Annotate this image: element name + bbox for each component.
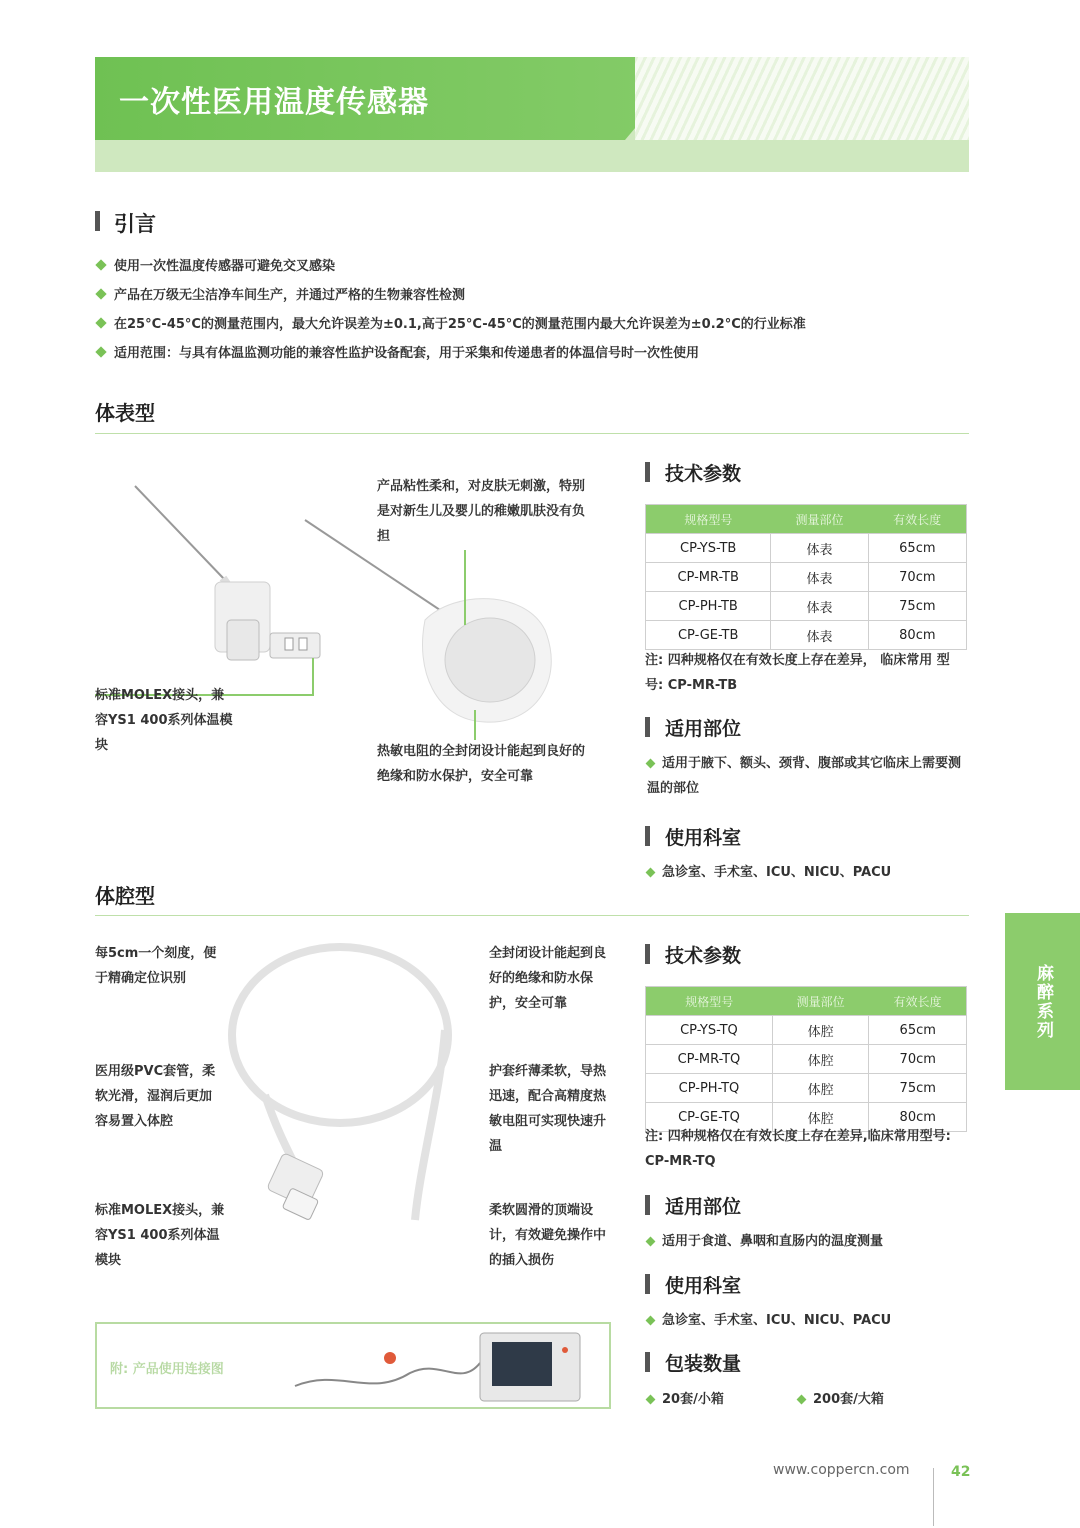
surface-callout-bottom: 热敏电阻的全封闭设计能起到良好的绝缘和防水保护，安全可靠 — [377, 744, 586, 784]
table-cell: 体腔 — [772, 1016, 869, 1045]
table-header-cell: 规格型号 — [646, 505, 771, 534]
table-header-cell: 有效长度 — [869, 987, 967, 1016]
cavity-spec-heading: 技术参数 — [665, 945, 742, 967]
table-cell: 体表 — [771, 592, 868, 621]
cavity-callout-l2: 医用级PVC套管，柔软光滑，湿润后更加容易置入体腔 — [95, 1064, 216, 1129]
footer-divider — [933, 1468, 934, 1526]
page-title: 一次性医用温度传感器 — [119, 85, 429, 120]
side-tab: 麻醉系列 — [1005, 913, 1080, 1090]
cavity-spec-table — [645, 986, 967, 1132]
table-cell: 体表 — [771, 534, 868, 563]
connection-diagram-label: 附: 产品使用连接图 — [110, 1362, 224, 1377]
cavity-site: 适用于食道、鼻咽和直肠内的温度测量 — [647, 1229, 883, 1254]
section-bar — [645, 1274, 650, 1294]
cavity-callout-r1: 全封闭设计能起到良好的绝缘和防水保护，安全可靠 — [489, 946, 607, 1011]
surface-heading: 体表型 — [95, 401, 155, 425]
table-row — [646, 534, 967, 563]
table-header-row — [646, 987, 967, 1016]
table-row — [646, 592, 967, 621]
cavity-pack-small: 20套/小箱 — [647, 1387, 724, 1412]
cavity-dept: 急诊室、手术室、ICU、NICU、PACU — [647, 1308, 891, 1333]
section-bar — [645, 462, 650, 482]
intro-heading: 引言 — [114, 212, 156, 236]
table-cell: CP-GE-TB — [646, 621, 771, 650]
cavity-pack-large: 200套/大箱 — [798, 1387, 884, 1412]
intro-bullet-2: 产品在万级无尘洁净车间生产，并通过严格的生物兼容性检测 — [97, 284, 465, 303]
table-cell: 75cm — [868, 592, 966, 621]
table-cell: 体腔 — [772, 1103, 869, 1132]
cavity-pack-heading: 包装数量 — [665, 1353, 742, 1375]
table-row — [646, 1045, 967, 1074]
cavity-callout-l3: 标准MOLEX接头，兼容YS1 400系列体温模块 — [95, 1203, 225, 1268]
table-cell: CP-PH-TQ — [646, 1074, 773, 1103]
table-cell: CP-MR-TQ — [646, 1045, 773, 1074]
surface-note: 注: 四种规格仅在有效长度上存在差异， 临床常用 型号: CP-MR-TB — [645, 653, 950, 693]
table-cell: CP-MR-TB — [646, 563, 771, 592]
cavity-sensor-image — [215, 935, 485, 1235]
table-header-cell: 有效长度 — [868, 505, 966, 534]
header-banner — [95, 57, 969, 172]
cavity-callout-r2: 护套纤薄柔软，导热迅速，配合高精度热敏电阻可实现快速升温 — [489, 1064, 607, 1154]
table-header-cell: 测量部位 — [772, 987, 869, 1016]
intro-bullet-4: 适用范围：与具有体温监测功能的兼容性监护设备配套，用于采集和传递患者的体温信号时一次性使用 — [97, 342, 699, 361]
table-cell: 体表 — [771, 563, 868, 592]
table-cell: CP-YS-TB — [646, 534, 771, 563]
footer-url: www.coppercn.com — [773, 1462, 910, 1478]
surface-callout-left: 标准MOLEX接头，兼容YS1 400系列体温模块 — [95, 688, 233, 753]
section-bar — [95, 211, 100, 231]
section-rule — [95, 433, 969, 434]
table-cell: 65cm — [868, 534, 966, 563]
table-cell: CP-YS-TQ — [646, 1016, 773, 1045]
cavity-callout-r3: 柔软圆滑的顶端设计，有效避免操作中的插入损伤 — [489, 1203, 607, 1268]
section-bar — [645, 717, 650, 737]
surface-site: 适用于腋下、额头、颈背、腹部或其它临床上需要测温的部位 — [647, 756, 962, 796]
surface-spec-table — [645, 504, 967, 650]
cavity-dept-heading: 使用科室 — [665, 1275, 742, 1297]
table-cell: 70cm — [869, 1045, 967, 1074]
intro-bullet-3: 在25°C-45°C的测量范围内，最大允许误差为±0.1,高于25°C-45°C的测量范围内最大允许误差为±0.2°C的行业标准 — [97, 313, 806, 332]
page-number: 42 — [951, 1464, 971, 1480]
cavity-note: 注: 四种规格仅在有效长度上存在差异,临床常用型号: CP-MR-TQ — [645, 1129, 951, 1169]
table-cell: 体表 — [771, 621, 868, 650]
cavity-site-heading: 适用部位 — [665, 1196, 742, 1218]
table-row — [646, 621, 967, 650]
table-row — [646, 1074, 967, 1103]
section-bar — [645, 1195, 650, 1215]
section-bar — [645, 944, 650, 964]
cavity-heading: 体腔型 — [95, 884, 155, 908]
intro-bullet-1: 使用一次性温度传感器可避免交叉感染 — [97, 255, 335, 274]
connection-diagram-image — [280, 1328, 610, 1406]
cavity-callout-l1: 每5cm一个刻度，便于精确定位识别 — [95, 946, 217, 986]
surface-site-heading: 适用部位 — [665, 718, 742, 740]
section-bar — [645, 1352, 650, 1372]
table-cell: 65cm — [869, 1016, 967, 1045]
table-cell: CP-GE-TQ — [646, 1103, 773, 1132]
table-header-row — [646, 505, 967, 534]
section-bar — [645, 826, 650, 846]
surface-callout-top: 产品粘性柔和，对皮肤无刺激，特别是对新生儿及婴儿的稚嫩肌肤没有负担 — [377, 479, 586, 544]
section-rule — [95, 915, 969, 916]
table-cell: 80cm — [868, 621, 966, 650]
surface-spec-heading: 技术参数 — [665, 463, 742, 485]
table-cell: 体腔 — [772, 1045, 869, 1074]
table-cell: CP-PH-TB — [646, 592, 771, 621]
table-cell: 80cm — [869, 1103, 967, 1132]
table-cell: 体腔 — [772, 1074, 869, 1103]
table-cell: 75cm — [869, 1074, 967, 1103]
table-header-cell: 规格型号 — [646, 987, 773, 1016]
table-row — [646, 563, 967, 592]
surface-dept: 急诊室、手术室、ICU、NICU、PACU — [647, 860, 891, 885]
table-cell: 70cm — [868, 563, 966, 592]
table-header-cell: 测量部位 — [771, 505, 868, 534]
surface-dept-heading: 使用科室 — [665, 827, 742, 849]
table-row — [646, 1016, 967, 1045]
